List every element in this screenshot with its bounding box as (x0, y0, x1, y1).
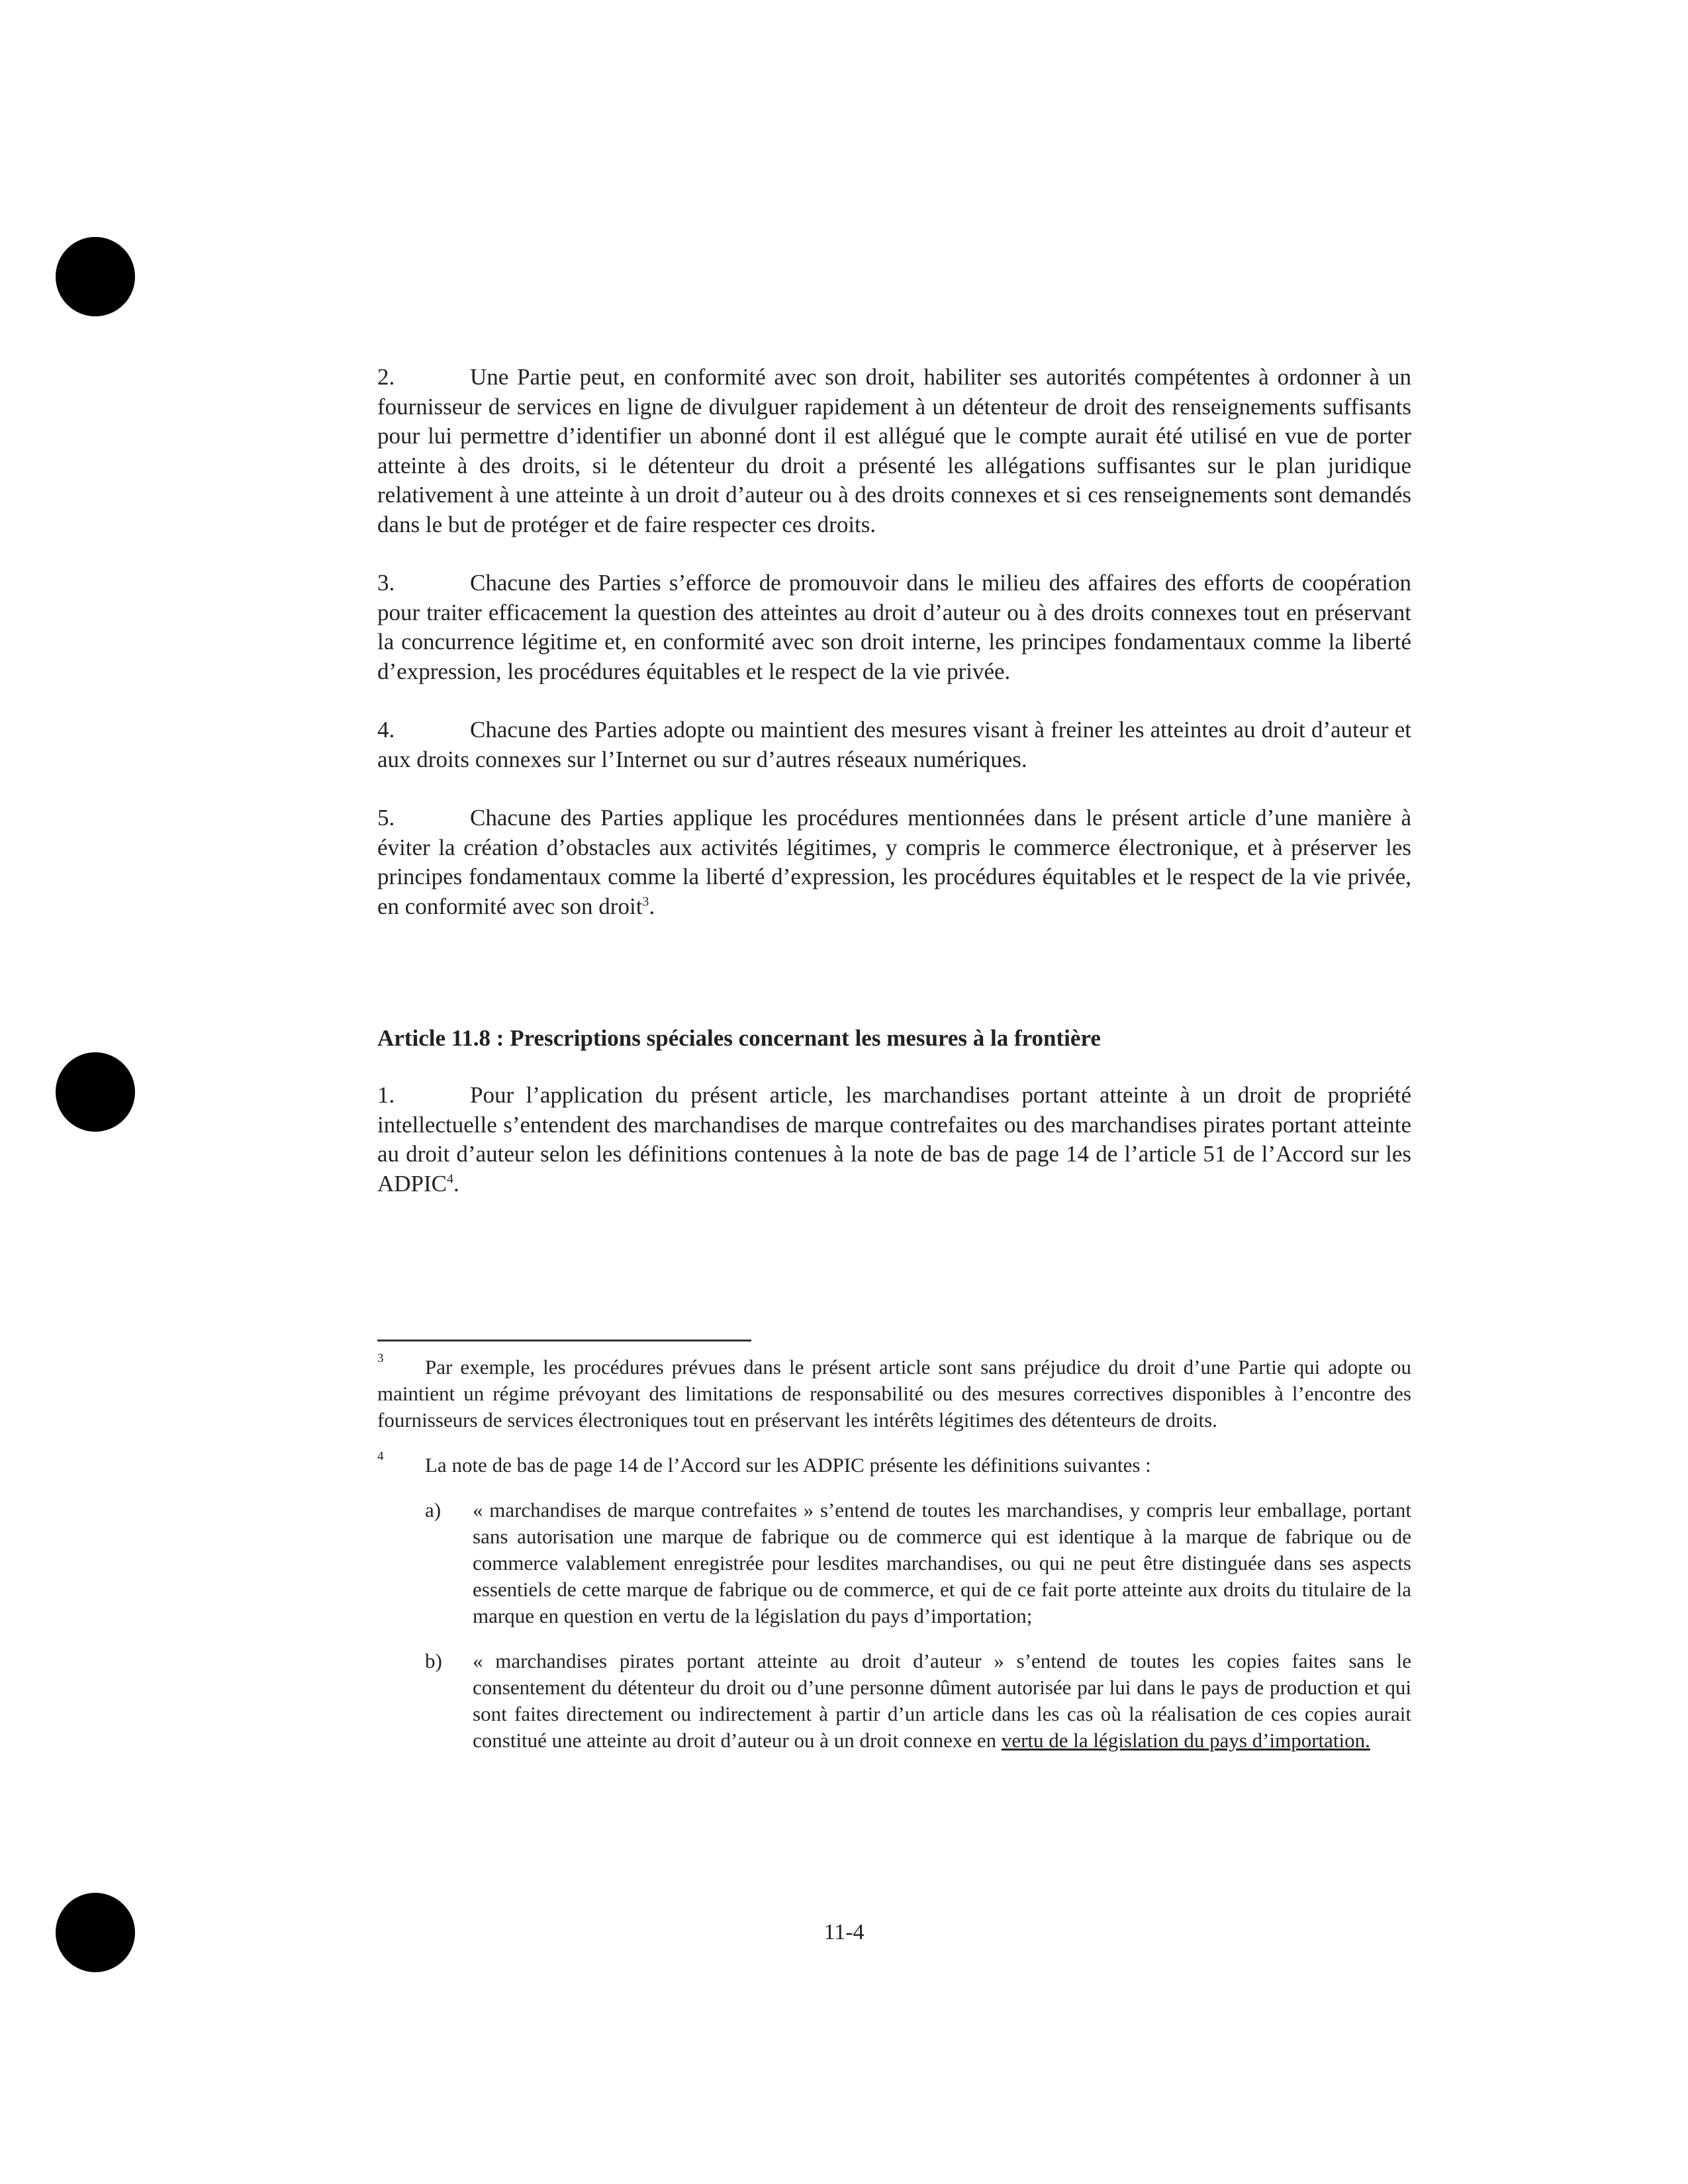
paragraph-number: 1. (377, 1082, 395, 1108)
paragraph-4 (377, 715, 1411, 774)
footnote-4-item-a (425, 1497, 1411, 1629)
paragraph-5 (377, 803, 1411, 921)
main-text (377, 363, 1411, 1228)
paragraph-text: Chacune des Parties adopte ou maintient des mesures visant à freiner les atteintes au droit d’auteur et aux droits connexes sur l’Internet ou sur d’autres réseaux numériques. (377, 717, 1411, 772)
footnotes (377, 1351, 1411, 1772)
paragraph-number: 5. (377, 805, 395, 831)
footnote-ref-3[interactable]: 3 (642, 893, 649, 909)
article-paragraph-1 (377, 1081, 1411, 1199)
item-marker: a) (425, 1498, 442, 1522)
paragraph-text: Une Partie peut, en conformité avec son droit, habiliter ses autorités compétentes à ordonner à un fournisseur de services en ligne de divulguer rapidement à un détenteur de droit des renseignements suffisants pour lui permettre d’identifier un abonné dont il est allégué que le compte aurait été utilisé en vue de porter atteinte à des droits, si le détenteur du droit a présenté les allégations suffisantes sur le plan juridique relativement à une atteinte à un droit d’auteur ou à des droits connexes et si ces renseignements sont demandés dans le but de protéger et de faire respecter ces droits. (377, 364, 1411, 537)
paragraph-number: 3. (377, 570, 395, 596)
footnote-marker: 4 (377, 1449, 384, 1463)
paragraph-2 (377, 363, 1411, 539)
footnote-3 (377, 1351, 1411, 1433)
footnote-text: La note de bas de page 14 de l’Accord sur les ADPIC présente les définitions suivantes : (425, 1453, 1151, 1477)
item-text: « marchandises de marque contrefaites » s’entend de toutes les marchandises, y compris leur emballage, portant sans autorisation une marque de fabrique ou de commerce qui est identique à la marque de fabrique ou de commerce valablement enregistrée pour lesdites marchandises, ou qui ne peut être distinguée dans ses aspects essentiels de cette marque de fabrique ou de commerce, et qui de ce fait porte atteinte aux droits du titulaire de la marque en question en vertu de la législation du pays d’importation; (473, 1498, 1411, 1627)
footnote-ref-4[interactable]: 4 (447, 1171, 454, 1186)
punch-hole-top (56, 237, 135, 316)
paragraph-3 (377, 569, 1411, 686)
paragraph-number: 4. (377, 717, 395, 743)
item-marker: b) (425, 1649, 442, 1672)
footnote-separator (377, 1340, 751, 1342)
paragraph-text: Chacune des Parties applique les procédures mentionnées dans le présent article d’une manière à éviter la création d’obstacles aux activités légitimes, y compris le commerce électronique, et à préserver les principes fondamentaux comme la liberté d’expression, les procédures équitables et le respect de la vie privée, en conformité avec son droit (377, 805, 1411, 919)
item-text-underlined: vertu de la législation du pays d’importation. (1001, 1729, 1370, 1752)
footnote-4-item-b (425, 1648, 1411, 1754)
footnote-text: Par exemple, les procédures prévues dans le présent article sont sans préjudice du droit d’une Partie qui adopte ou maintient un régime prévoyant des limitations de responsabilité ou des mesures correctives disponibles à l’encontre des fournisseurs de services électroniques tout en préservant les intérêts légitimes des détenteurs de droits. (377, 1355, 1411, 1432)
punch-hole-middle (56, 1052, 135, 1132)
paragraph-number: 2. (377, 364, 395, 390)
paragraph-suffix: . (649, 893, 655, 919)
page-number: 11-4 (823, 1920, 865, 1944)
paragraph-text: Chacune des Parties s’efforce de promouvoir dans le milieu des affaires des efforts de coopération pour traiter efficacement la question des atteintes au droit d’auteur ou à des droits connexes tout en préservant la concurrence légitime et, en conformité avec son droit interne, les principes fondamentaux comme la liberté d’expression, les procédures équitables et le respect de la vie privée. (377, 570, 1411, 684)
footnote-marker: 3 (377, 1351, 384, 1365)
paragraph-text: Pour l’application du présent article, les marchandises portant atteinte à un droit de propriété intellectuelle s’entendent des marchandises de marque contrefaites ou des marchandises pirates portant atteinte au droit d’auteur selon les définitions contenues à la note de bas de page 14 de l’article 51 de l’Accord sur les ADPIC (377, 1082, 1411, 1197)
item-text: « marchandises pirates portant atteinte au droit d’auteur » s’entend de toutes les copies faites sans le consentement du détenteur du droit ou d’une personne dûment autorisée par lui dans le pays de production et qui sont faites directement ou indirectement à partir d’un article dans les cas où la réalisation de ces copies aurait constitué une atteinte au droit d’auteur ou à un droit connexe en (473, 1649, 1411, 1752)
paragraph-suffix: . (453, 1170, 459, 1197)
footnote-4 (377, 1449, 1411, 1479)
article-heading: Article 11.8 : Prescriptions spéciales concernant les mesures à la frontière (377, 1025, 1101, 1051)
